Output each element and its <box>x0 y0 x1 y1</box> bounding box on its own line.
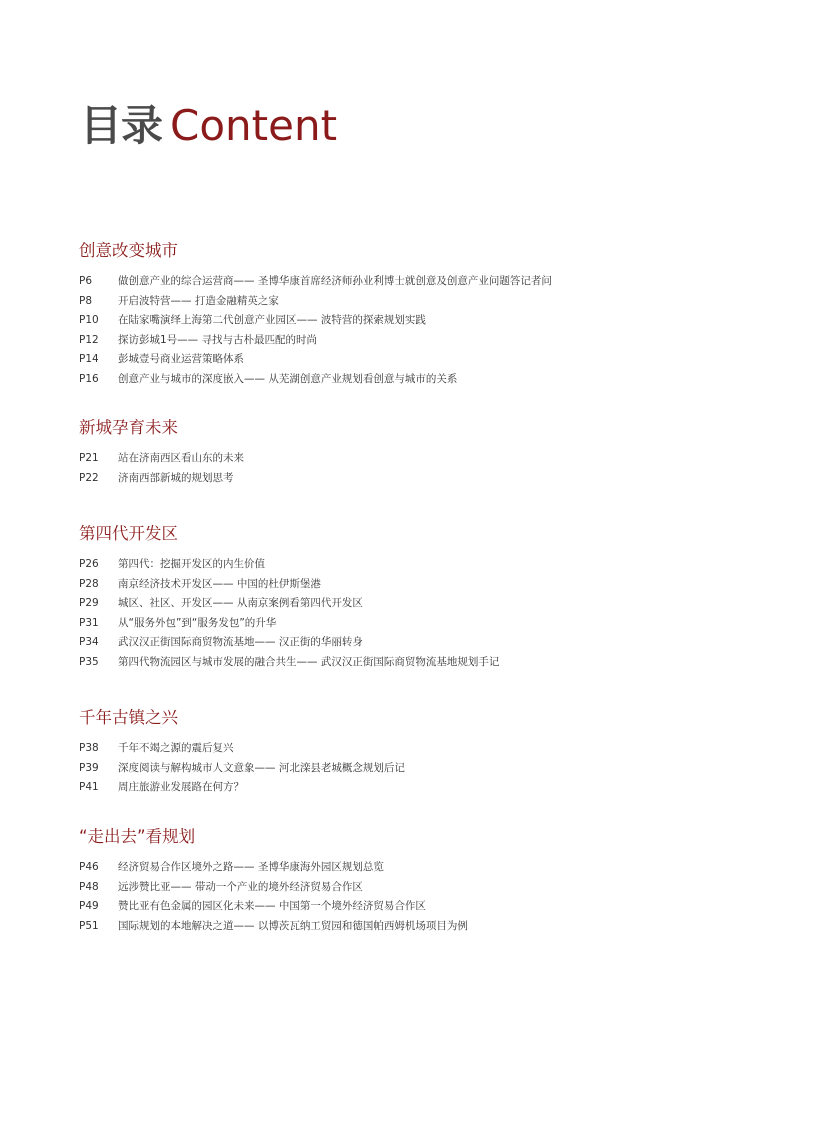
entry-title: 武汉汉正街国际商贸物流基地—— 汉正街的华丽转身 <box>118 636 363 648</box>
entry-page-number: P28 <box>79 577 99 590</box>
section-heading: 第四代开发区 <box>79 524 178 543</box>
entry-title: 远涉赞比亚—— 带动一个产业的境外经济贸易合作区 <box>118 880 363 893</box>
entry-page-number: P29 <box>79 597 99 609</box>
toc-entry[interactable] <box>79 370 779 390</box>
page-title <box>80 100 337 152</box>
title-chinese: 目录 <box>80 101 163 150</box>
entry-title: 城区、社区、开发区—— 从南京案例看第四代开发区 <box>118 597 363 609</box>
toc-entry[interactable] <box>79 917 779 937</box>
toc-entry[interactable] <box>79 311 779 331</box>
toc-entry[interactable] <box>79 778 779 798</box>
toc-entry[interactable] <box>79 331 779 351</box>
entry-page-number: P14 <box>79 353 99 365</box>
entry-page-number: P10 <box>79 314 99 326</box>
entry-page-number: P26 <box>79 558 99 570</box>
toc-entry[interactable] <box>79 594 779 614</box>
toc-entry[interactable] <box>79 633 779 653</box>
toc-entry[interactable] <box>79 653 779 673</box>
entry-page-number: P8 <box>79 294 93 307</box>
toc-entry[interactable] <box>79 759 779 779</box>
entry-title: 周庄旅游业发展路在何方？ <box>118 781 244 793</box>
entry-page-number: P34 <box>79 636 99 648</box>
section-heading: “走出去”看规划 <box>79 827 196 846</box>
entry-page-number: P51 <box>79 919 99 932</box>
entry-title: 开启波特营—— 打造金融精英之家 <box>118 294 279 307</box>
title-english: Content <box>170 101 338 150</box>
toc-entry[interactable] <box>79 449 779 469</box>
entry-page-number: P38 <box>79 742 99 754</box>
entry-page-number: P31 <box>79 616 99 629</box>
entry-title: 第四代物流园区与城市发展的融合共生—— 武汉汉正街国际商贸物流基地规划手记 <box>118 655 500 668</box>
entry-title: 千年不竭之源的震后复兴 <box>118 742 234 754</box>
entry-page-number: P22 <box>79 471 99 484</box>
entry-title: 赞比亚有色金属的园区化未来—— 中国第一个境外经济贸易合作区 <box>118 900 426 912</box>
entry-title: 创意产业与城市的深度嵌入—— 从芜湖创意产业规划看创意与城市的关系 <box>118 372 458 385</box>
toc-section-going-global <box>79 826 779 936</box>
entry-title: 在陆家嘴演绎上海第二代创意产业园区—— 波特营的探索规划实践 <box>118 314 426 326</box>
entry-page-number: P35 <box>79 655 99 668</box>
entry-title: 从“服务外包”到“服务发包”的升华 <box>118 616 277 629</box>
entry-page-number: P48 <box>79 880 99 893</box>
toc-entry[interactable] <box>79 897 779 917</box>
toc-entry[interactable] <box>79 350 779 370</box>
entry-page-number: P49 <box>79 900 99 912</box>
toc-section-creative-city <box>79 240 779 389</box>
section-heading: 新城孕育未来 <box>79 418 178 437</box>
entry-page-number: P46 <box>79 861 99 873</box>
entry-page-number: P12 <box>79 333 99 346</box>
toc-entry[interactable] <box>79 469 779 489</box>
section-heading: 千年古镇之兴 <box>79 708 178 727</box>
toc-entry[interactable] <box>79 272 779 292</box>
entry-title: 探访彭城1号—— 寻找与古朴最匹配的时尚 <box>118 333 318 346</box>
entry-page-number: P6 <box>79 275 93 287</box>
toc-entry[interactable] <box>79 614 779 634</box>
toc-entry[interactable] <box>79 555 779 575</box>
entry-page-number: P16 <box>79 372 99 385</box>
entry-title: 站在济南西区看山东的未来 <box>118 452 244 464</box>
toc-entry[interactable] <box>79 739 779 759</box>
entry-page-number: P39 <box>79 761 99 774</box>
section-heading: 创意改变城市 <box>79 241 178 260</box>
entry-title: 深度阅读与解构城市人文意象—— 河北滦县老城概念规划后记 <box>118 761 405 774</box>
entry-title: 经济贸易合作区境外之路—— 圣博华康海外园区规划总览 <box>118 861 384 873</box>
entry-title: 济南西部新城的规划思考 <box>118 471 234 484</box>
toc-section-new-city <box>79 417 779 488</box>
entry-title: 国际规划的本地解决之道—— 以博茨瓦纳工贸园和德国帕西姆机场项目为例 <box>118 919 468 932</box>
toc-section-fourth-gen-zone <box>79 523 779 672</box>
toc-entry[interactable] <box>79 575 779 595</box>
entry-title: 做创意产业的综合运营商—— 圣博华康首席经济师孙业利博士就创意及创意产业问题答记者问 <box>118 275 552 287</box>
entry-title: 第四代：挖掘开发区的内生价值 <box>118 558 265 570</box>
toc-section-ancient-town <box>79 707 779 798</box>
entry-page-number: P41 <box>79 781 99 793</box>
toc-entry[interactable] <box>79 878 779 898</box>
entry-title: 南京经济技术开发区—— 中国的杜伊斯堡港 <box>118 577 321 590</box>
toc-entry[interactable] <box>79 858 779 878</box>
entry-title: 彭城壹号商业运营策略体系 <box>118 353 244 365</box>
entry-page-number: P21 <box>79 452 99 464</box>
toc-entry[interactable] <box>79 292 779 312</box>
